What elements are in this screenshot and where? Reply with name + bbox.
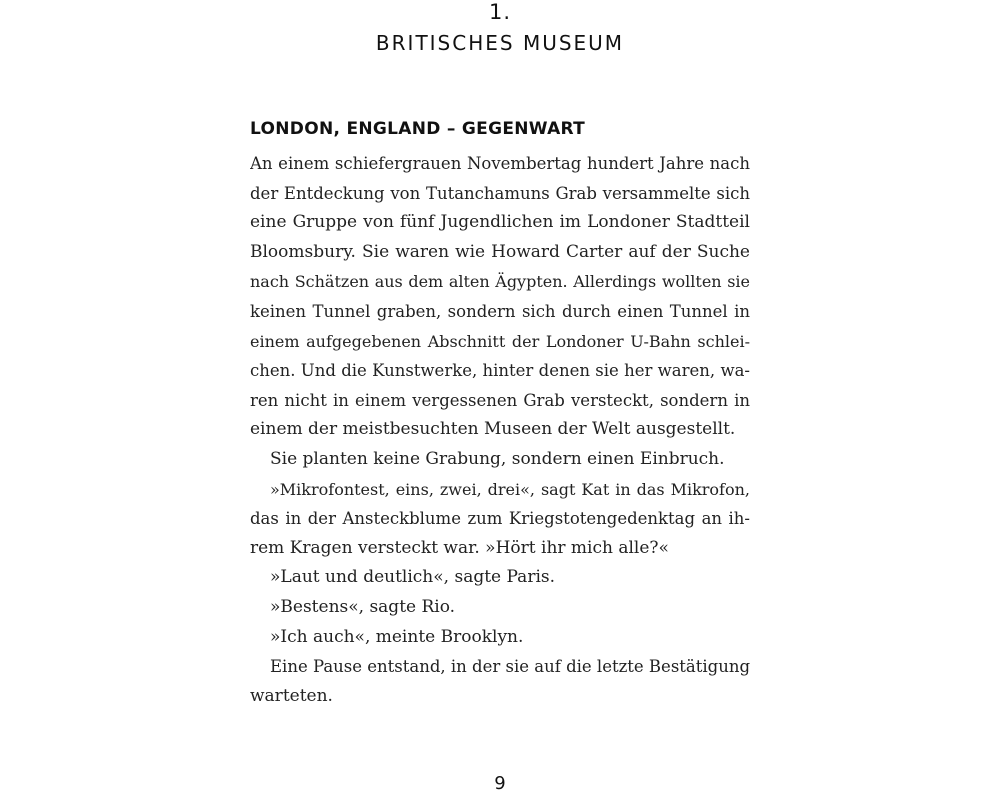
text-line: das in der Ansteckblume zum Kriegstotengedenktag an ih- [250, 509, 750, 529]
chapter-title: BRITISCHES MUSEUM [375, 31, 625, 55]
text-line: einem aufgegebenen Abschnitt der Londoner U-Bahn schlei- [250, 331, 750, 351]
text-line: der Entdeckung von Tutanchamuns Grab versammelte sich [250, 183, 750, 203]
text-line: warteten. [250, 685, 333, 706]
text-line: Bloomsbury. Sie waren wie Howard Carter auf der Suche [250, 241, 750, 262]
body-text [250, 149, 750, 711]
page-number: 9 [494, 773, 506, 794]
text-line: An einem schiefergrauen Novembertag hundert Jahre nach [250, 154, 750, 173]
text-line: keinen Tunnel graben, sondern sich durch einen Tunnel in [250, 301, 750, 321]
text-line: eine Gruppe von fünf Jugendlichen im Londoner Stadtteil [250, 212, 750, 233]
text-line: »Laut und deutlich«, sagte Paris. [270, 567, 556, 588]
text-line: »Bestens«, sagte Rio. [270, 596, 456, 617]
text-line: ren nicht in einem vergessenen Grab versteckt, sondern in [250, 390, 750, 410]
text-line: Sie planten keine Grabung, sondern einen Einbruch. [270, 448, 725, 469]
text-line: Eine Pause entstand, in der sie auf die letzte Bestätigung [270, 657, 750, 677]
section-heading: LONDON, ENGLAND – GEGENWART [250, 119, 586, 139]
text-line: rem Kragen versteckt war. »Hört ihr mich alle?« [250, 537, 669, 558]
text-line: nach Schätzen aus dem alten Ägypten. Allerdings wollten sie [250, 272, 750, 292]
text-line: einem der meistbesuchten Museen der Welt ausgestellt. [250, 419, 736, 440]
text-line: »Ich auch«, meinte Brooklyn. [270, 626, 524, 647]
text-line: »Mikrofontest, eins, zwei, drei«, sagt Kat in das Mikrofon, [270, 479, 750, 499]
chapter-number: 1. [488, 0, 512, 24]
text-line: chen. Und die Kunstwerke, hinter denen sie her waren, wa- [250, 361, 750, 381]
